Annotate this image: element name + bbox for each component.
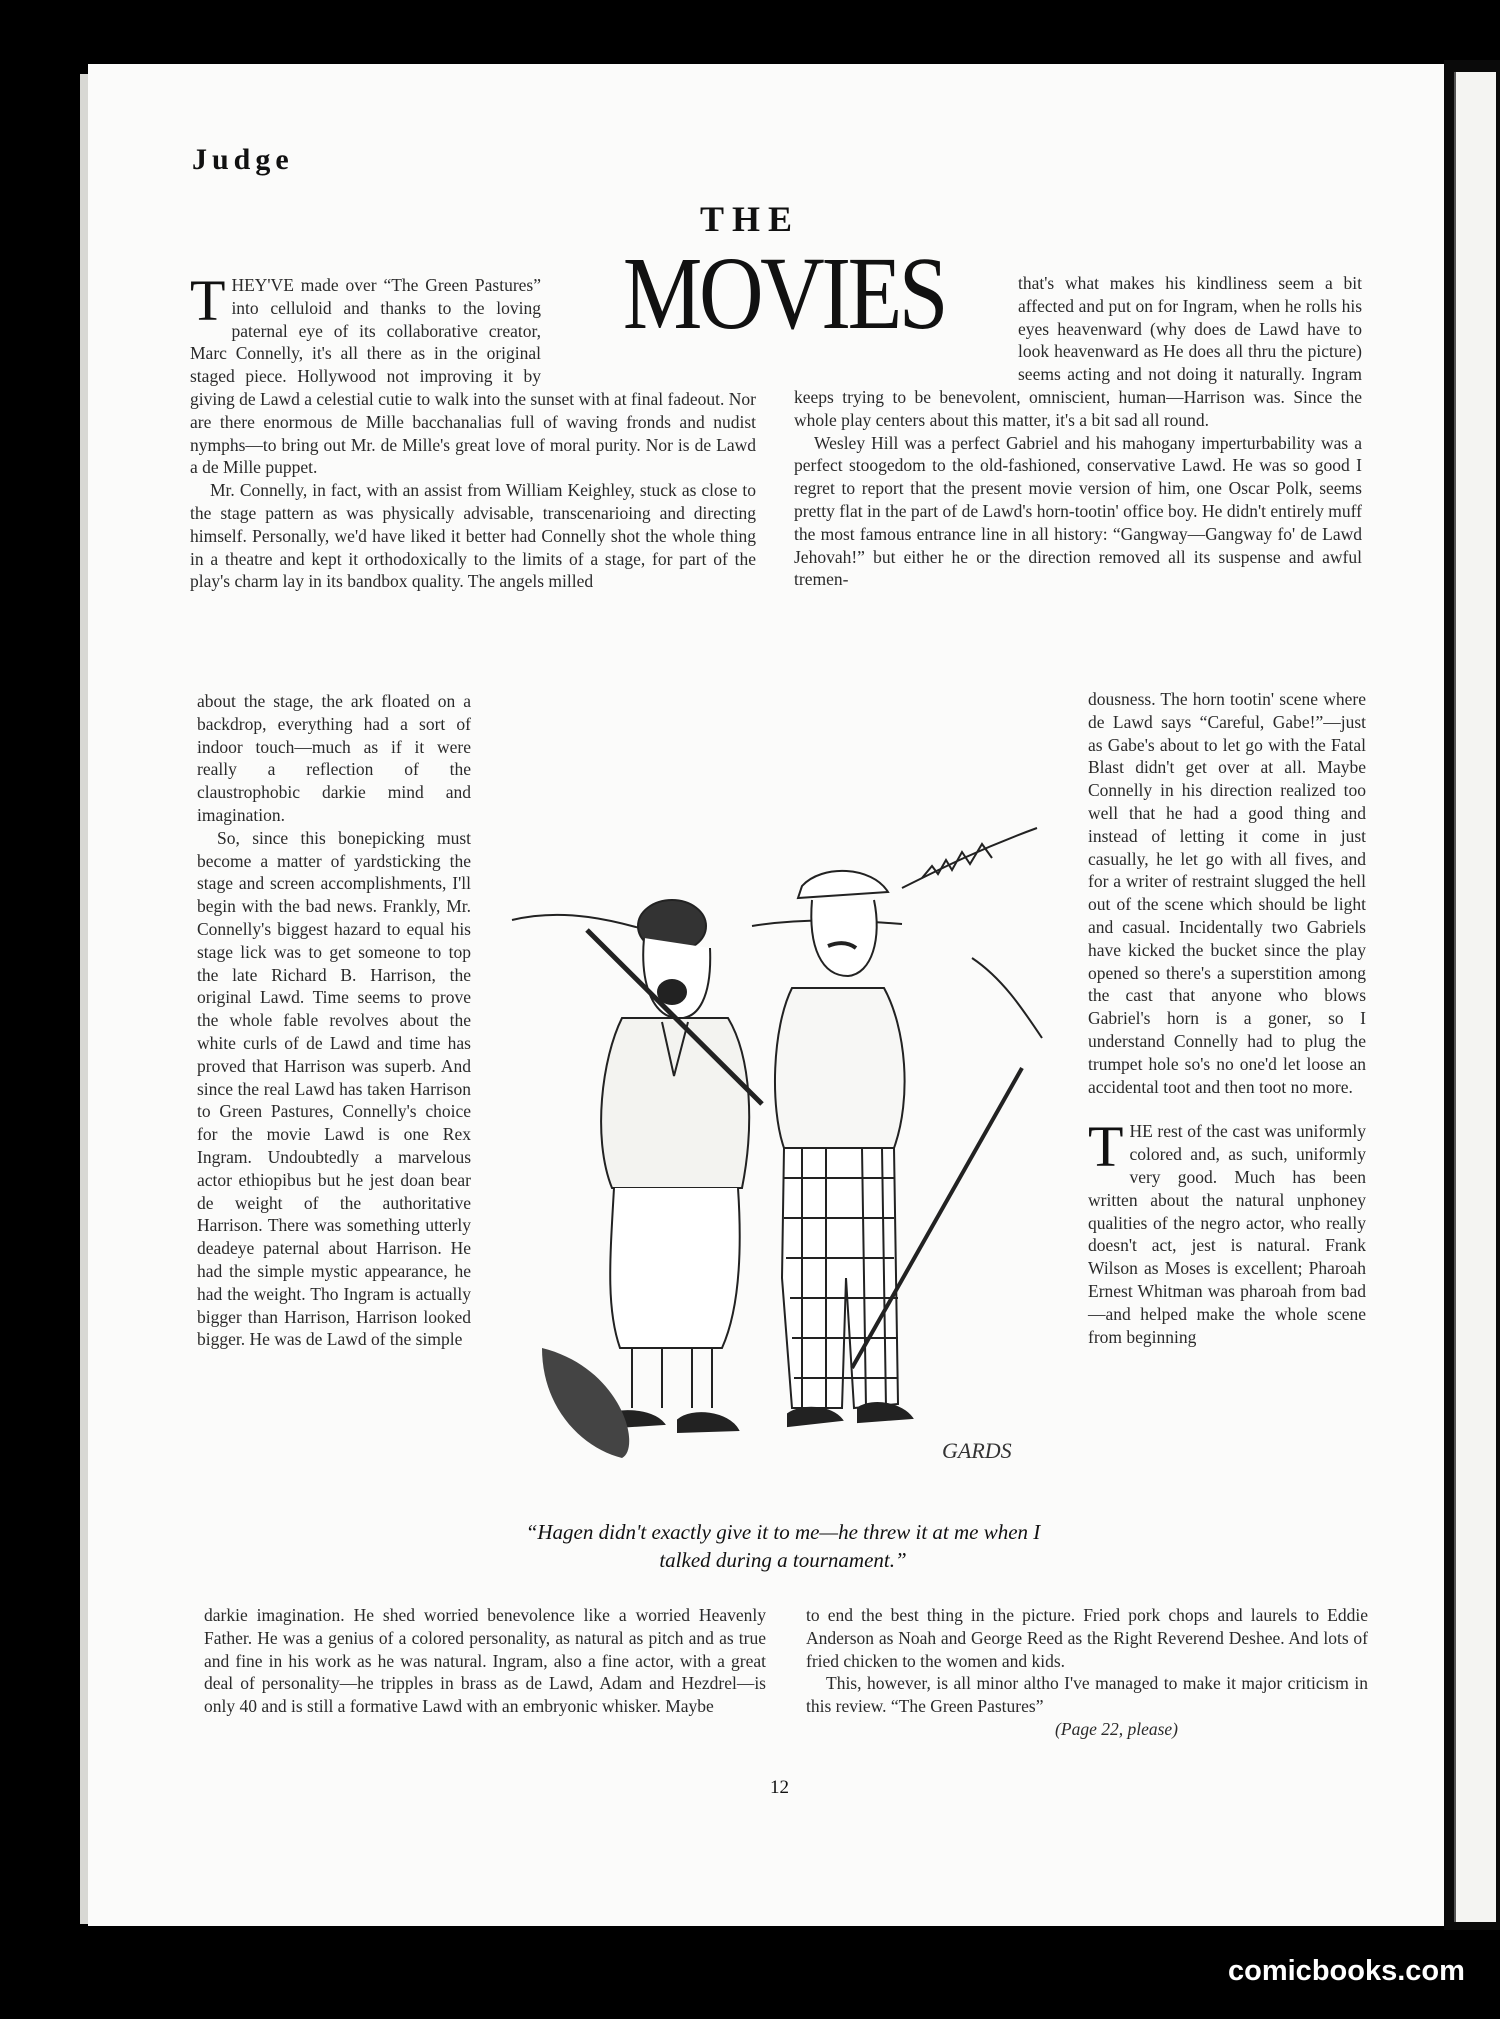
drop-cap: T [1088, 1114, 1124, 1180]
mouth [658, 980, 686, 1004]
hill-line [972, 958, 1042, 1038]
cartoon-illustration [502, 808, 1050, 1468]
face [811, 900, 876, 976]
paragraph-text: dousness. The horn tootin' scene where de Lawd says “Careful, Gabe!”—just as Gabe's about to let go with the Fatal Blast didn't get over at all. Maybe Connelly in his direction realized too well that he had a good thing and instead of letting it come in just casually, he let go with all fives, and for a writer of restraint slugged the hell out of the scene which should be light and casual. Incidentally two Gabriels have kicked the bucket since the play opened so there's a superstition among the cast that anyone who blows Gabriel's horn is a goner, so I understand Connelly had to plug the trumpet hole so's no one'd let loose an accidental toot and then toot no more. [1088, 689, 1366, 1097]
title-shape-spacer [794, 272, 1018, 384]
page-number: 12 [770, 1777, 789, 1798]
column-left-top [190, 268, 756, 687]
column-right-narrow [1088, 688, 1366, 1604]
face [643, 938, 710, 1018]
intro-shape-spacer [541, 274, 756, 386]
shirt [775, 988, 905, 1148]
artist-signature: GARDS [942, 1438, 1012, 1463]
column-right-bottom [806, 1604, 1368, 1741]
shoe [678, 1413, 738, 1432]
shoe [788, 1408, 842, 1426]
paragraph-text: HE rest of the cast was uniformly colored and, as such, uniformly very good. Much has been written about the natural unphoney qualities of the negro actor, who really doesn't act, jest is natural. Frank Wilson as Moses is excellent; Pharoah Ernest Whitman was pharoah from bad—and helped make the whole scene from beginning [1088, 1121, 1366, 1347]
title-kicker: THE [699, 199, 801, 239]
cartoon-caption: “Hagen didn't exactly give it to me—he threw it at me when I talked during a tournament.” [525, 1520, 1041, 1572]
paragraph-text: to end the best thing in the picture. Fried pork chops and laurels to Eddie Anderson as Noah and George Reed as the Right Reverend Deshee. And lots of fried chicken to the women and kids. [806, 1605, 1368, 1671]
paragraph-text: darkie imagination. He shed worried benevolence like a worried Heavenly Father. He was a genius of a colored personality, as natural as pitch and as true and fine in his work as he was natural. Ingram, also a fine actor, with a great deal of personality—he tripples in brass as de Lawd, Adam and Hezdrel—is only 40 and is still a formative Lawd with an embryonic whisker. Maybe [204, 1605, 766, 1717]
shoe [858, 1403, 912, 1422]
plaid-trousers [782, 1148, 898, 1408]
site-watermark: comicbooks.com [1228, 1955, 1465, 1987]
column-left-narrow [197, 690, 471, 1604]
ground-shadow [542, 1348, 629, 1458]
paragraph-text: about the stage, the ark floated on a backdrop, everything had a sort of indoor touch—much as if it were really a reflection of the claustrophobic darkie mind and imagination. [197, 691, 471, 825]
paragraph-text: HEY'VE made over “The Green Pastures” into celluloid and thanks to the loving paternal eye of its collaborative creator, Marc Connelly, it's all there as in the original staged piece. Hollywood not improving it by giving de Lawd a celestial cutie to walk into the sunset with at final fadeout. Nor are there enormous de Mille bacchanalias full of waving fronds and nudist nymphs—to bring out Mr. de Mille's great love of moral purity. Nor is de Lawd a de Mille puppet. [190, 275, 756, 478]
sweater [601, 1018, 749, 1188]
drop-cap: T [190, 268, 226, 333]
hill-line [902, 828, 1037, 888]
paragraph-text: So, since this bonepicking must become a matter of yardsticking the stage and screen accomplishments, I'll begin with the bad news. Frankly, Mr. Connelly's biggest hazard to equal his stage lick was to get someone to top the late Richard B. Harrison, the original Lawd. Time seems to prove the whole fable revolves about the white curls of de Lawd and time has proved that Harrison was superb. And since the real Lawd has taken Harrison to Green Pastures, Connelly's choice for the movie Lawd is one Rex Ingram. Undoubtedly a marvelous actor ethiopibus but he jest doan bear de weight of the authoritative Harrison. There was something utterly deadeye paternal about Harrison. He had the simple mystic appearance, he had the weight. Tho Ingram is actually bigger than Harrison, Harrison looked bigger. He was de Lawd of the simple [197, 827, 471, 1350]
column-left-bottom [204, 1604, 766, 1718]
knickers [610, 1188, 740, 1348]
facing-page-edge [1444, 60, 1500, 1930]
page-title: MOVIES [622, 236, 946, 351]
sock-lines [632, 1348, 712, 1408]
paragraph-text: Mr. Connelly, in fact, with an assist from William Keighley, stuck as close to the stage pattern as was physically advisable, transcenarioing and directing himself. Personally, we'd have liked it better had Connelly shot the whole thing in a theatre and kept it orthodoxically to the limits of a stage, for part of the play's charm lay in its bandbox quality. The angels milled [190, 480, 756, 592]
golfers-drawing [502, 808, 1050, 1468]
paragraph-text: This, however, is all minor altho I've managed to make it major criticism in this review. “The Green Pastures” [806, 1673, 1368, 1717]
paragraph-text: Wesley Hill was a perfect Gabriel and his mahogany imperturbability was a perfect stoogedom to the old-fashioned, conservative Lawd. He was so good I regret to report that the present movie version of him, one Oscar Polk, seems pretty flat in the part of de Lawd's horn-tootin' office boy. He didn't entirely muff the most famous entrance line in all history: “Gangway—Gangway fo' de Lawd Jehovah!” but either he or the direction removed all its suspense and awful tremen- [794, 432, 1362, 590]
magazine-name: Judge [192, 143, 294, 176]
paragraph-text: that's what makes his kindliness seem a bit affected and put on for Ingram, when he rolls his eyes heavenward (why does de Lawd have to look heavenward as He does all thru the picture) seems acting and not doing it naturally. Ingram keeps trying to be benevolent, omniscient, human—Harrison was. Since the whole play centers about this matter, it's a bit sad all round. [794, 273, 1362, 430]
hat [798, 871, 888, 898]
column-right-top [794, 272, 1362, 686]
continued-note: (Page 22, please) [1055, 1718, 1178, 1739]
